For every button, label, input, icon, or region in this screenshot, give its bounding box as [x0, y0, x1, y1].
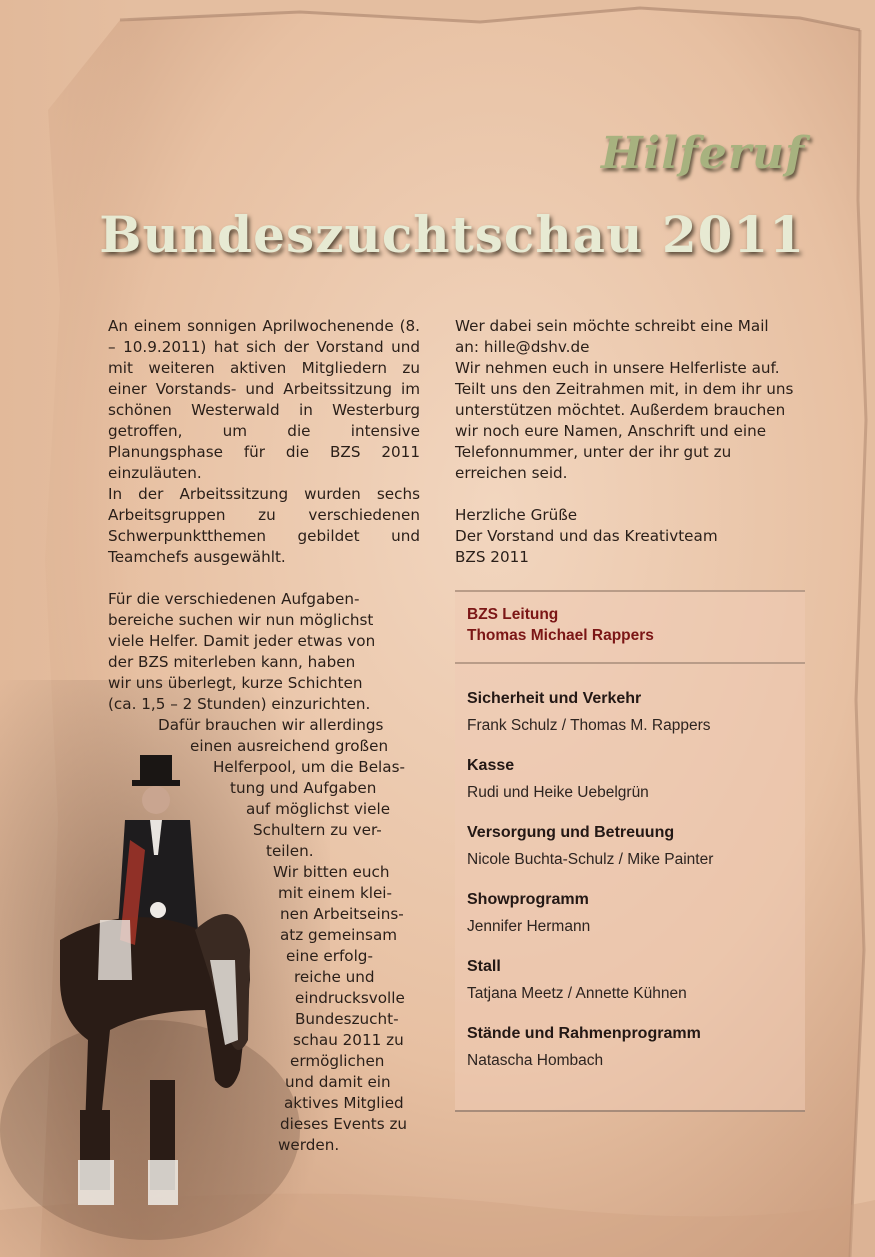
helpers-paragraph-line: mit einem klei-: [278, 884, 393, 902]
helpers-paragraph-line: wir uns überlegt, kurze Schichten: [108, 674, 363, 692]
helpers-paragraph-line: auf möglichst viele: [246, 800, 391, 818]
helpers-paragraph-line: bereiche suchen wir nun möglichst: [108, 611, 374, 629]
team-group: [467, 889, 793, 939]
helpers-paragraph-line: Für die verschiedenen Aufgaben-: [108, 590, 360, 608]
group-title: Showprogramm: [467, 891, 589, 908]
team-group: [467, 755, 793, 805]
helpers-paragraph-line: eine erfolg-: [286, 947, 373, 965]
team-group: [467, 688, 793, 738]
helpers-paragraph-line: eindrucksvolle: [295, 989, 405, 1007]
group-names: Rudi und Heike Uebelgrün: [467, 784, 649, 801]
team-box: [455, 590, 805, 1112]
mail-line-2: an: hille@dshv.de: [455, 338, 590, 356]
helpers-paragraph-line: atz gemeinsam: [280, 926, 398, 944]
helpers-paragraph-line: teilen.: [266, 842, 314, 860]
group-names: Jennifer Hermann: [467, 918, 591, 935]
group-names: Nicole Buchta-Schulz / Mike Painter: [467, 851, 714, 868]
helpers-paragraph-line: Wir bitten euch: [273, 863, 390, 881]
helpers-paragraph-line: und damit ein: [285, 1073, 391, 1091]
helpers-paragraph-line: werden.: [278, 1136, 340, 1154]
helpers-paragraph-line: dieses Events zu: [280, 1115, 408, 1133]
helpers-paragraph-line: Helferpool, um die Belas-: [213, 758, 405, 776]
helpers-paragraph-line: aktives Mitglied: [284, 1094, 404, 1112]
helpers-paragraph-line: nen Arbeitseins-: [280, 905, 404, 923]
title-hilferuf: Hilferuf: [600, 128, 805, 179]
helper-list-paragraph: Wir nehmen euch in unsere Helferliste auf. Teilt uns den Zeitrahmen mit, in dem ihr uns unterstützen möchtet. Außerdem brauchen wir noch eure Namen, Anschrift und eine Telefonnummer, unter der ihr gut zu erreichen seid.: [455, 359, 794, 482]
team-group: [467, 1023, 793, 1073]
helpers-paragraph-line: reiche und: [294, 968, 375, 986]
helpers-paragraph-line: einen ausreichend großen: [190, 737, 389, 755]
team-group: [467, 956, 793, 1006]
right-column: [455, 316, 800, 568]
group-names: Natascha Hombach: [467, 1052, 604, 1069]
helpers-paragraph-line: (ca. 1,5 – 2 Stunden) einzurichten.: [108, 695, 371, 713]
helpers-paragraph-line: ermöglichen: [290, 1052, 385, 1070]
helpers-paragraph-line: der BZS miterleben kann, haben: [108, 653, 356, 671]
workgroups-paragraph: In der Arbeitssitzung wurden sechs Arbeitsgruppen zu verschiedenen Schwerpunktthemen gebildet und Teamchefs ausgewählt.: [108, 485, 420, 566]
group-names: Tatjana Meetz / Annette Kühnen: [467, 985, 687, 1002]
group-names: Frank Schulz / Thomas M. Rappers: [467, 717, 711, 734]
helpers-paragraph-line: Schultern zu ver-: [253, 821, 382, 839]
mail-line-1: Wer dabei sein möchte schreibt eine Mail: [455, 317, 769, 335]
left-column: [108, 316, 420, 1156]
helpers-paragraph-line: schau 2011 zu: [293, 1031, 404, 1049]
group-title: Versorgung und Betreuung: [467, 824, 675, 841]
group-title: Stände und Rahmenprogramm: [467, 1025, 701, 1042]
group-title: Stall: [467, 958, 501, 975]
lead-title: BZS Leitung: [467, 606, 559, 623]
helpers-paragraph: [108, 589, 420, 1156]
team-lead-header: [455, 592, 805, 664]
signature-line-2: BZS 2011: [455, 548, 529, 566]
group-title: Sicherheit und Verkehr: [467, 690, 642, 707]
team-group: [467, 822, 793, 872]
helpers-paragraph-line: Bundeszucht-: [295, 1010, 399, 1028]
helpers-paragraph-line: tung und Aufgaben: [230, 779, 377, 797]
intro-paragraph: An einem sonnigen Aprilwochenende (8. – 10.9.2011) hat sich der Vorstand und mit weiteren aktiven Mitgliedern zu einer Vorstands- und Arbeitssitzung im schönen Westerwald in Westerburg getroffen, um die intensive Planungsphase für die BZS 2011 einzuläuten.: [108, 317, 420, 482]
signature-line-1: Der Vorstand und das Kreativteam: [455, 527, 718, 545]
lead-name: Thomas Michael Rappers: [467, 627, 654, 644]
greeting: Herzliche Grüße: [455, 506, 578, 524]
helpers-paragraph-line: Dafür brauchen wir allerdings: [158, 716, 384, 734]
group-title: Kasse: [467, 757, 515, 774]
title-bundeszuchtschau: Bundeszuchtschau 2011: [99, 205, 805, 264]
helpers-paragraph-line: viele Helfer. Damit jeder etwas von: [108, 632, 376, 650]
team-groups: [455, 664, 805, 1073]
